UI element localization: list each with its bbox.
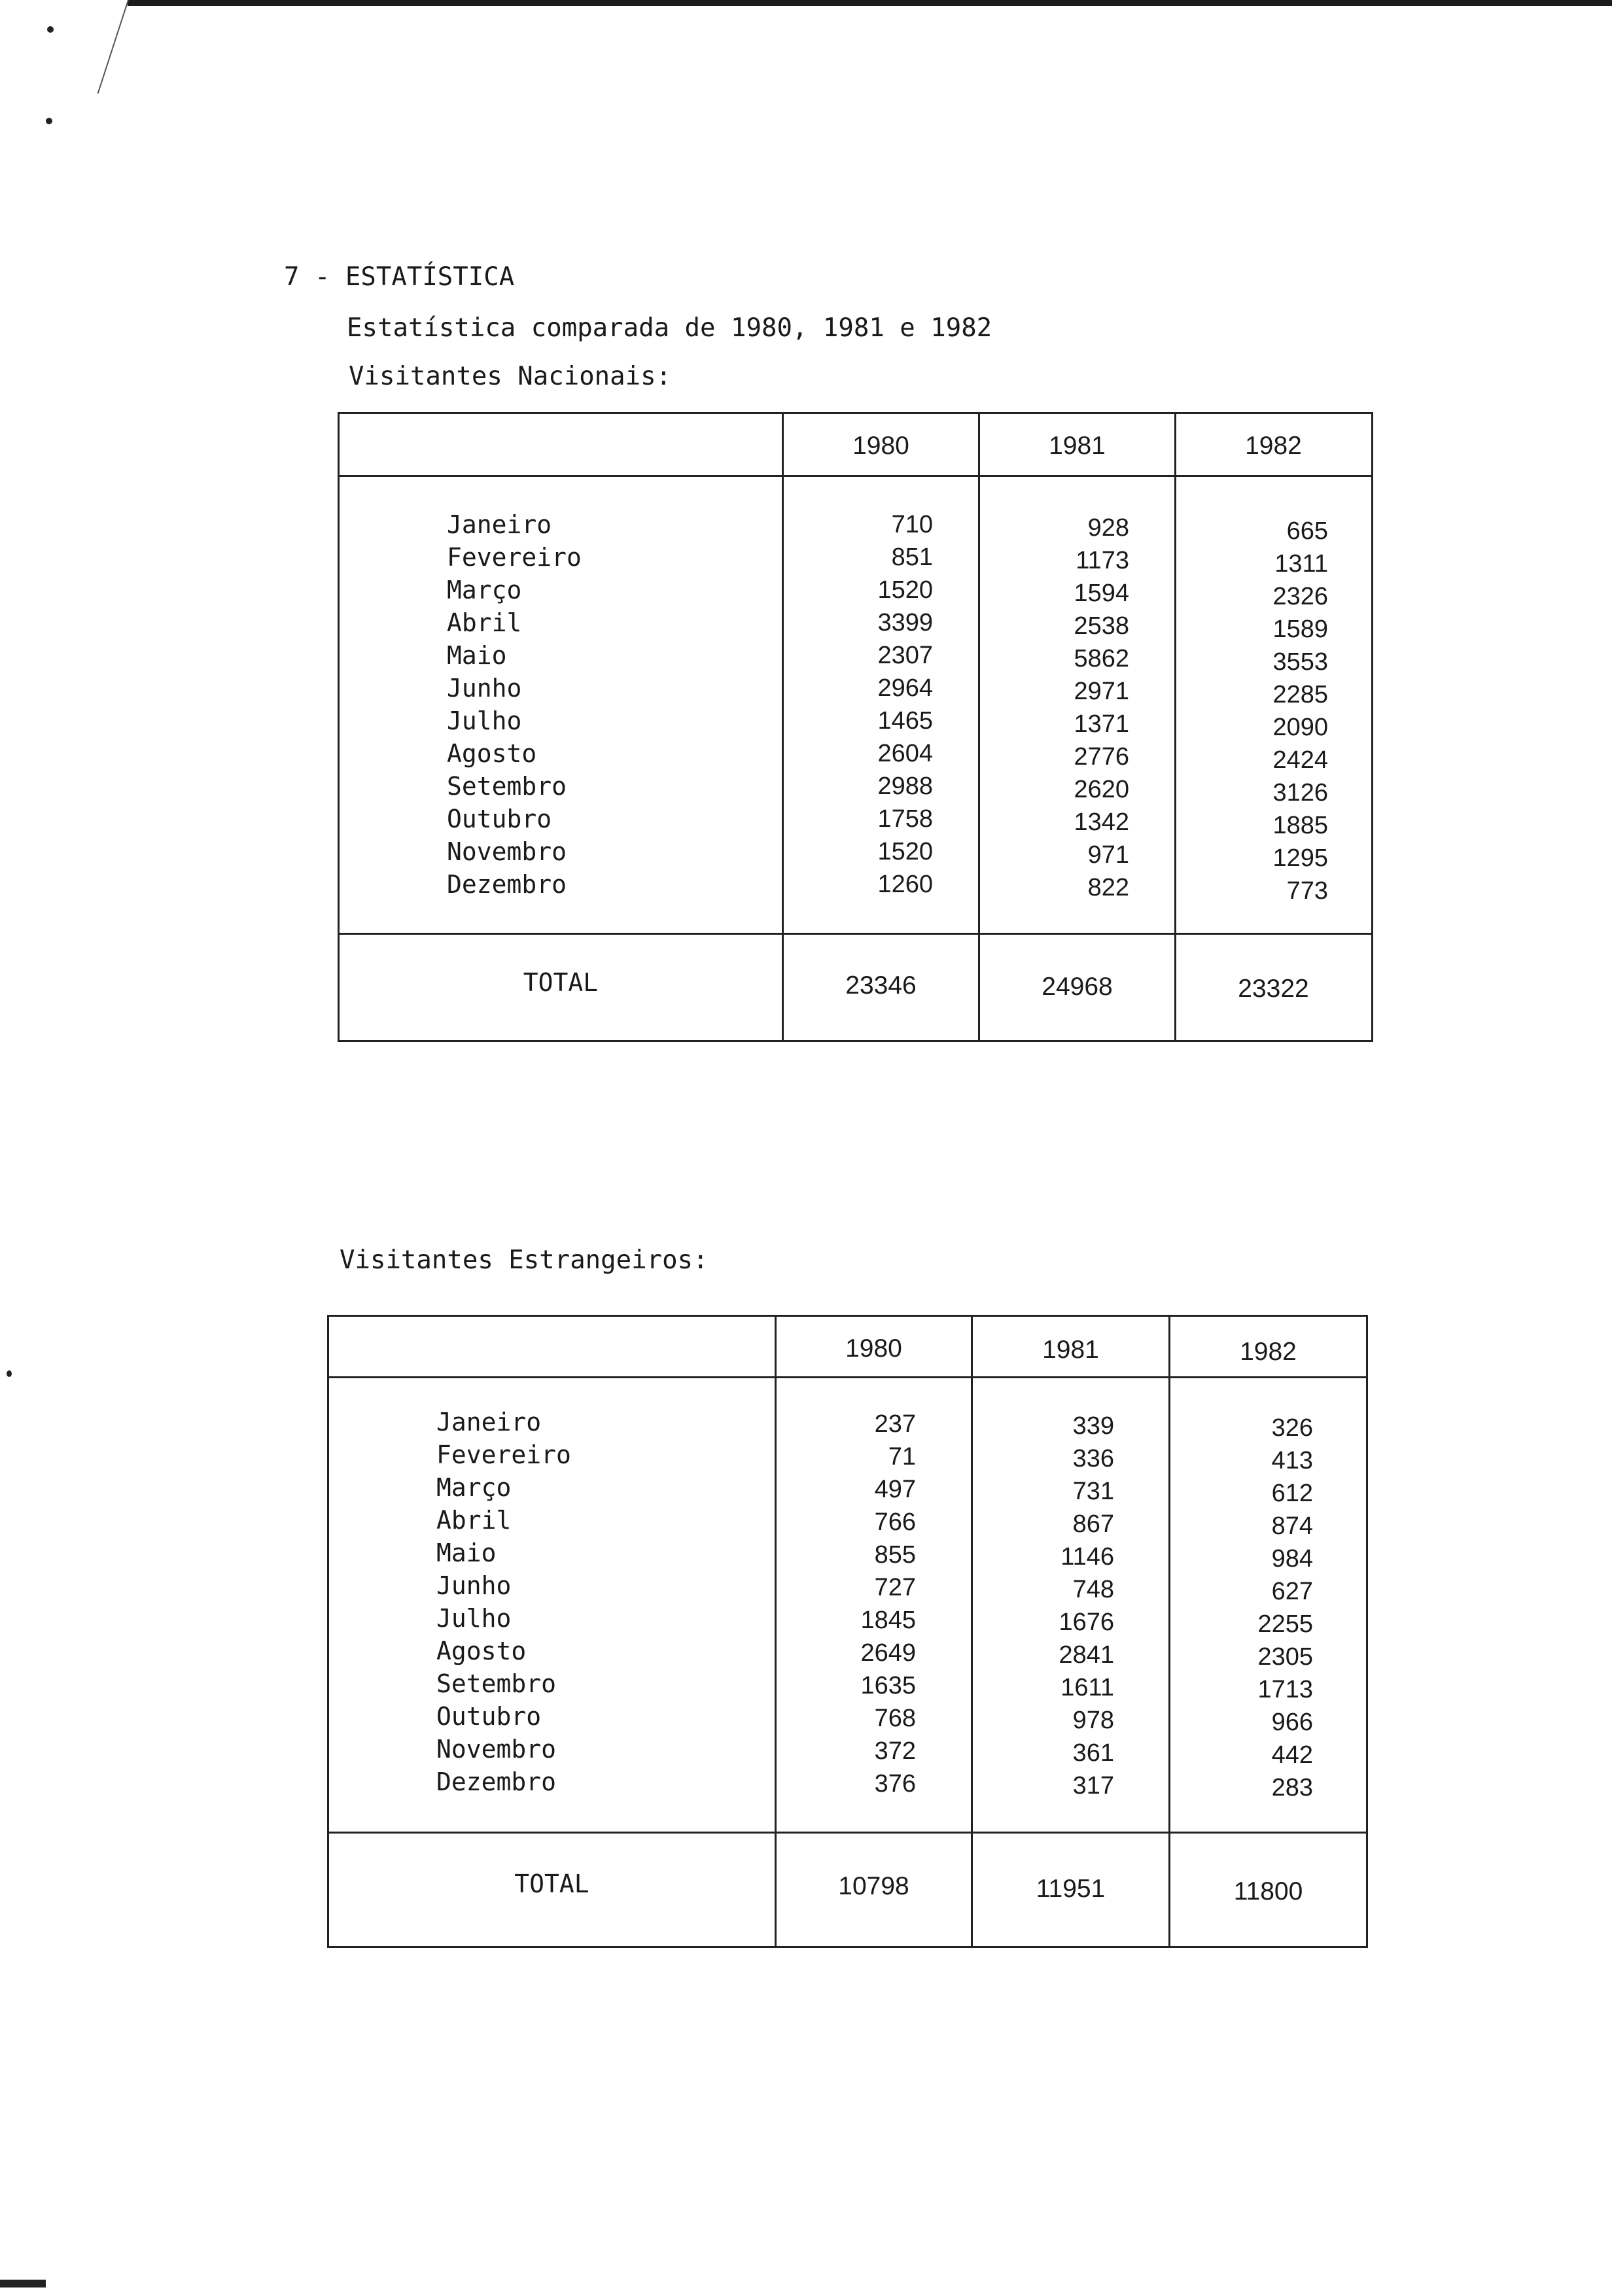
month-label: Dezembro bbox=[447, 870, 567, 899]
value-cell: 339 bbox=[1072, 1412, 1114, 1440]
value-cell: 2424 bbox=[1272, 746, 1328, 774]
value-cell: 1611 bbox=[1060, 1674, 1114, 1701]
month-label: Agosto bbox=[436, 1637, 527, 1665]
month-label: Março bbox=[447, 576, 522, 604]
value-cell: 1589 bbox=[1272, 616, 1328, 643]
value-cell: 1520 bbox=[877, 838, 933, 865]
value-cell: 1465 bbox=[877, 707, 933, 735]
value-cell: 612 bbox=[1271, 1480, 1313, 1507]
value-cell: 748 bbox=[1072, 1576, 1114, 1603]
scan-top-rule bbox=[128, 0, 1612, 6]
value-cell: 1173 bbox=[1076, 547, 1129, 574]
section-title: 7 - ESTATÍSTICA bbox=[284, 262, 515, 292]
value-cell: 2326 bbox=[1272, 583, 1328, 610]
month-label: Maio bbox=[436, 1539, 497, 1567]
month-label: Maio bbox=[447, 641, 507, 670]
total-value-1981: 11951 bbox=[1036, 1875, 1106, 1903]
value-cell: 372 bbox=[874, 1737, 916, 1765]
month-label: Janeiro bbox=[447, 510, 552, 539]
month-label: Março bbox=[436, 1473, 512, 1502]
value-cell: 2285 bbox=[1272, 681, 1328, 708]
value-cell: 2305 bbox=[1257, 1643, 1313, 1671]
value-cell: 1295 bbox=[1272, 844, 1328, 872]
month-label: Junho bbox=[447, 674, 522, 703]
value-cell: 855 bbox=[874, 1541, 916, 1569]
value-cell: 2841 bbox=[1059, 1641, 1114, 1669]
value-cell: 1520 bbox=[877, 576, 933, 604]
value-cell: 665 bbox=[1286, 517, 1328, 545]
value-cell: 283 bbox=[1271, 1774, 1313, 1801]
month-label: Fevereiro bbox=[436, 1440, 571, 1469]
value-cell: 336 bbox=[1072, 1445, 1114, 1472]
value-cell: 2307 bbox=[877, 642, 933, 669]
value-cell: 2255 bbox=[1257, 1610, 1313, 1638]
scan-dot bbox=[7, 1370, 12, 1377]
nacionais-table bbox=[338, 412, 1373, 1042]
value-cell: 766 bbox=[874, 1508, 916, 1536]
month-label: Setembro bbox=[436, 1669, 557, 1698]
month-label: Junho bbox=[436, 1571, 512, 1600]
estrangeiros-table bbox=[327, 1315, 1368, 1948]
value-cell: 1260 bbox=[877, 871, 933, 898]
scan-dot bbox=[47, 26, 54, 33]
value-cell: 710 bbox=[891, 511, 933, 538]
total-value-1980: 23346 bbox=[845, 971, 917, 1000]
value-cell: 1676 bbox=[1059, 1609, 1114, 1636]
value-cell: 497 bbox=[874, 1476, 916, 1503]
year-header-1980: 1980 bbox=[845, 1334, 902, 1363]
month-label: Fevereiro bbox=[447, 543, 582, 572]
total-label: TOTAL bbox=[523, 968, 599, 997]
month-label: Novembro bbox=[436, 1735, 557, 1764]
value-cell: 731 bbox=[1072, 1478, 1114, 1505]
value-cell: 361 bbox=[1072, 1739, 1114, 1767]
value-cell: 2964 bbox=[877, 674, 933, 702]
total-value-1981: 24968 bbox=[1042, 973, 1113, 1001]
month-label: Julho bbox=[436, 1604, 512, 1633]
value-cell: 1146 bbox=[1060, 1543, 1114, 1571]
year-header-1980: 1980 bbox=[852, 432, 909, 460]
value-cell: 984 bbox=[1271, 1545, 1313, 1573]
value-cell: 326 bbox=[1271, 1414, 1313, 1442]
value-cell: 1635 bbox=[860, 1672, 916, 1699]
month-label: Novembro bbox=[447, 837, 567, 866]
value-cell: 874 bbox=[1271, 1512, 1313, 1540]
value-cell: 71 bbox=[888, 1443, 916, 1470]
year-header-1982: 1982 bbox=[1245, 432, 1302, 460]
value-cell: 3126 bbox=[1272, 779, 1328, 807]
value-cell: 2988 bbox=[877, 773, 933, 800]
year-header-1982: 1982 bbox=[1240, 1338, 1297, 1366]
value-cell: 237 bbox=[874, 1410, 916, 1438]
value-cell: 2776 bbox=[1074, 743, 1129, 771]
value-cell: 768 bbox=[874, 1705, 916, 1732]
month-label: Abril bbox=[436, 1506, 512, 1535]
value-cell: 1342 bbox=[1074, 809, 1129, 836]
value-cell: 3399 bbox=[877, 609, 933, 636]
month-label: Outubro bbox=[436, 1702, 542, 1731]
value-cell: 5862 bbox=[1074, 645, 1129, 672]
value-cell: 851 bbox=[891, 544, 933, 571]
month-label: Janeiro bbox=[436, 1408, 542, 1436]
month-label: Setembro bbox=[447, 772, 567, 801]
month-label: Abril bbox=[447, 608, 522, 637]
value-cell: 1594 bbox=[1074, 580, 1129, 607]
value-cell: 376 bbox=[874, 1770, 916, 1798]
nacionais-heading: Visitantes Nacionais: bbox=[349, 362, 672, 391]
section-subtitle: Estatística comparada de 1980, 1981 e 1982 bbox=[347, 313, 992, 343]
value-cell: 773 bbox=[1286, 877, 1328, 905]
total-value-1982: 23322 bbox=[1238, 975, 1309, 1003]
estrangeiros-heading: Visitantes Estrangeiros: bbox=[340, 1245, 709, 1275]
total-label: TOTAL bbox=[514, 1870, 589, 1898]
value-cell: 2971 bbox=[1074, 678, 1129, 705]
value-cell: 978 bbox=[1072, 1707, 1114, 1734]
month-label: Outubro bbox=[447, 805, 552, 833]
value-cell: 317 bbox=[1072, 1772, 1114, 1800]
value-cell: 971 bbox=[1087, 841, 1129, 869]
value-cell: 727 bbox=[874, 1574, 916, 1601]
value-cell: 966 bbox=[1271, 1709, 1313, 1736]
year-header-1981: 1981 bbox=[1042, 1336, 1099, 1364]
value-cell: 2090 bbox=[1272, 714, 1328, 741]
value-cell: 2649 bbox=[860, 1639, 916, 1667]
month-label: Julho bbox=[447, 706, 522, 735]
month-label: Dezembro bbox=[436, 1767, 557, 1796]
scan-corner-mark bbox=[0, 2280, 46, 2287]
value-cell: 1845 bbox=[860, 1607, 916, 1634]
value-cell: 867 bbox=[1072, 1510, 1114, 1538]
value-cell: 413 bbox=[1271, 1447, 1313, 1474]
scan-dot bbox=[46, 118, 52, 124]
value-cell: 2620 bbox=[1074, 776, 1129, 803]
value-cell: 3553 bbox=[1272, 648, 1328, 676]
value-cell: 1885 bbox=[1272, 812, 1328, 839]
value-cell: 928 bbox=[1087, 514, 1129, 542]
month-label: Agosto bbox=[447, 739, 537, 768]
scan-edge-line bbox=[97, 0, 129, 94]
value-cell: 1371 bbox=[1074, 710, 1129, 738]
value-cell: 1713 bbox=[1257, 1676, 1313, 1703]
value-cell: 822 bbox=[1087, 874, 1129, 901]
value-cell: 2604 bbox=[877, 740, 933, 767]
year-header-1981: 1981 bbox=[1049, 432, 1106, 460]
value-cell: 442 bbox=[1271, 1741, 1313, 1769]
value-cell: 2538 bbox=[1074, 612, 1129, 640]
value-cell: 627 bbox=[1271, 1578, 1313, 1605]
total-value-1982: 11800 bbox=[1233, 1877, 1303, 1905]
total-value-1980: 10798 bbox=[838, 1872, 909, 1900]
value-cell: 1311 bbox=[1274, 550, 1328, 578]
value-cell: 1758 bbox=[877, 805, 933, 833]
